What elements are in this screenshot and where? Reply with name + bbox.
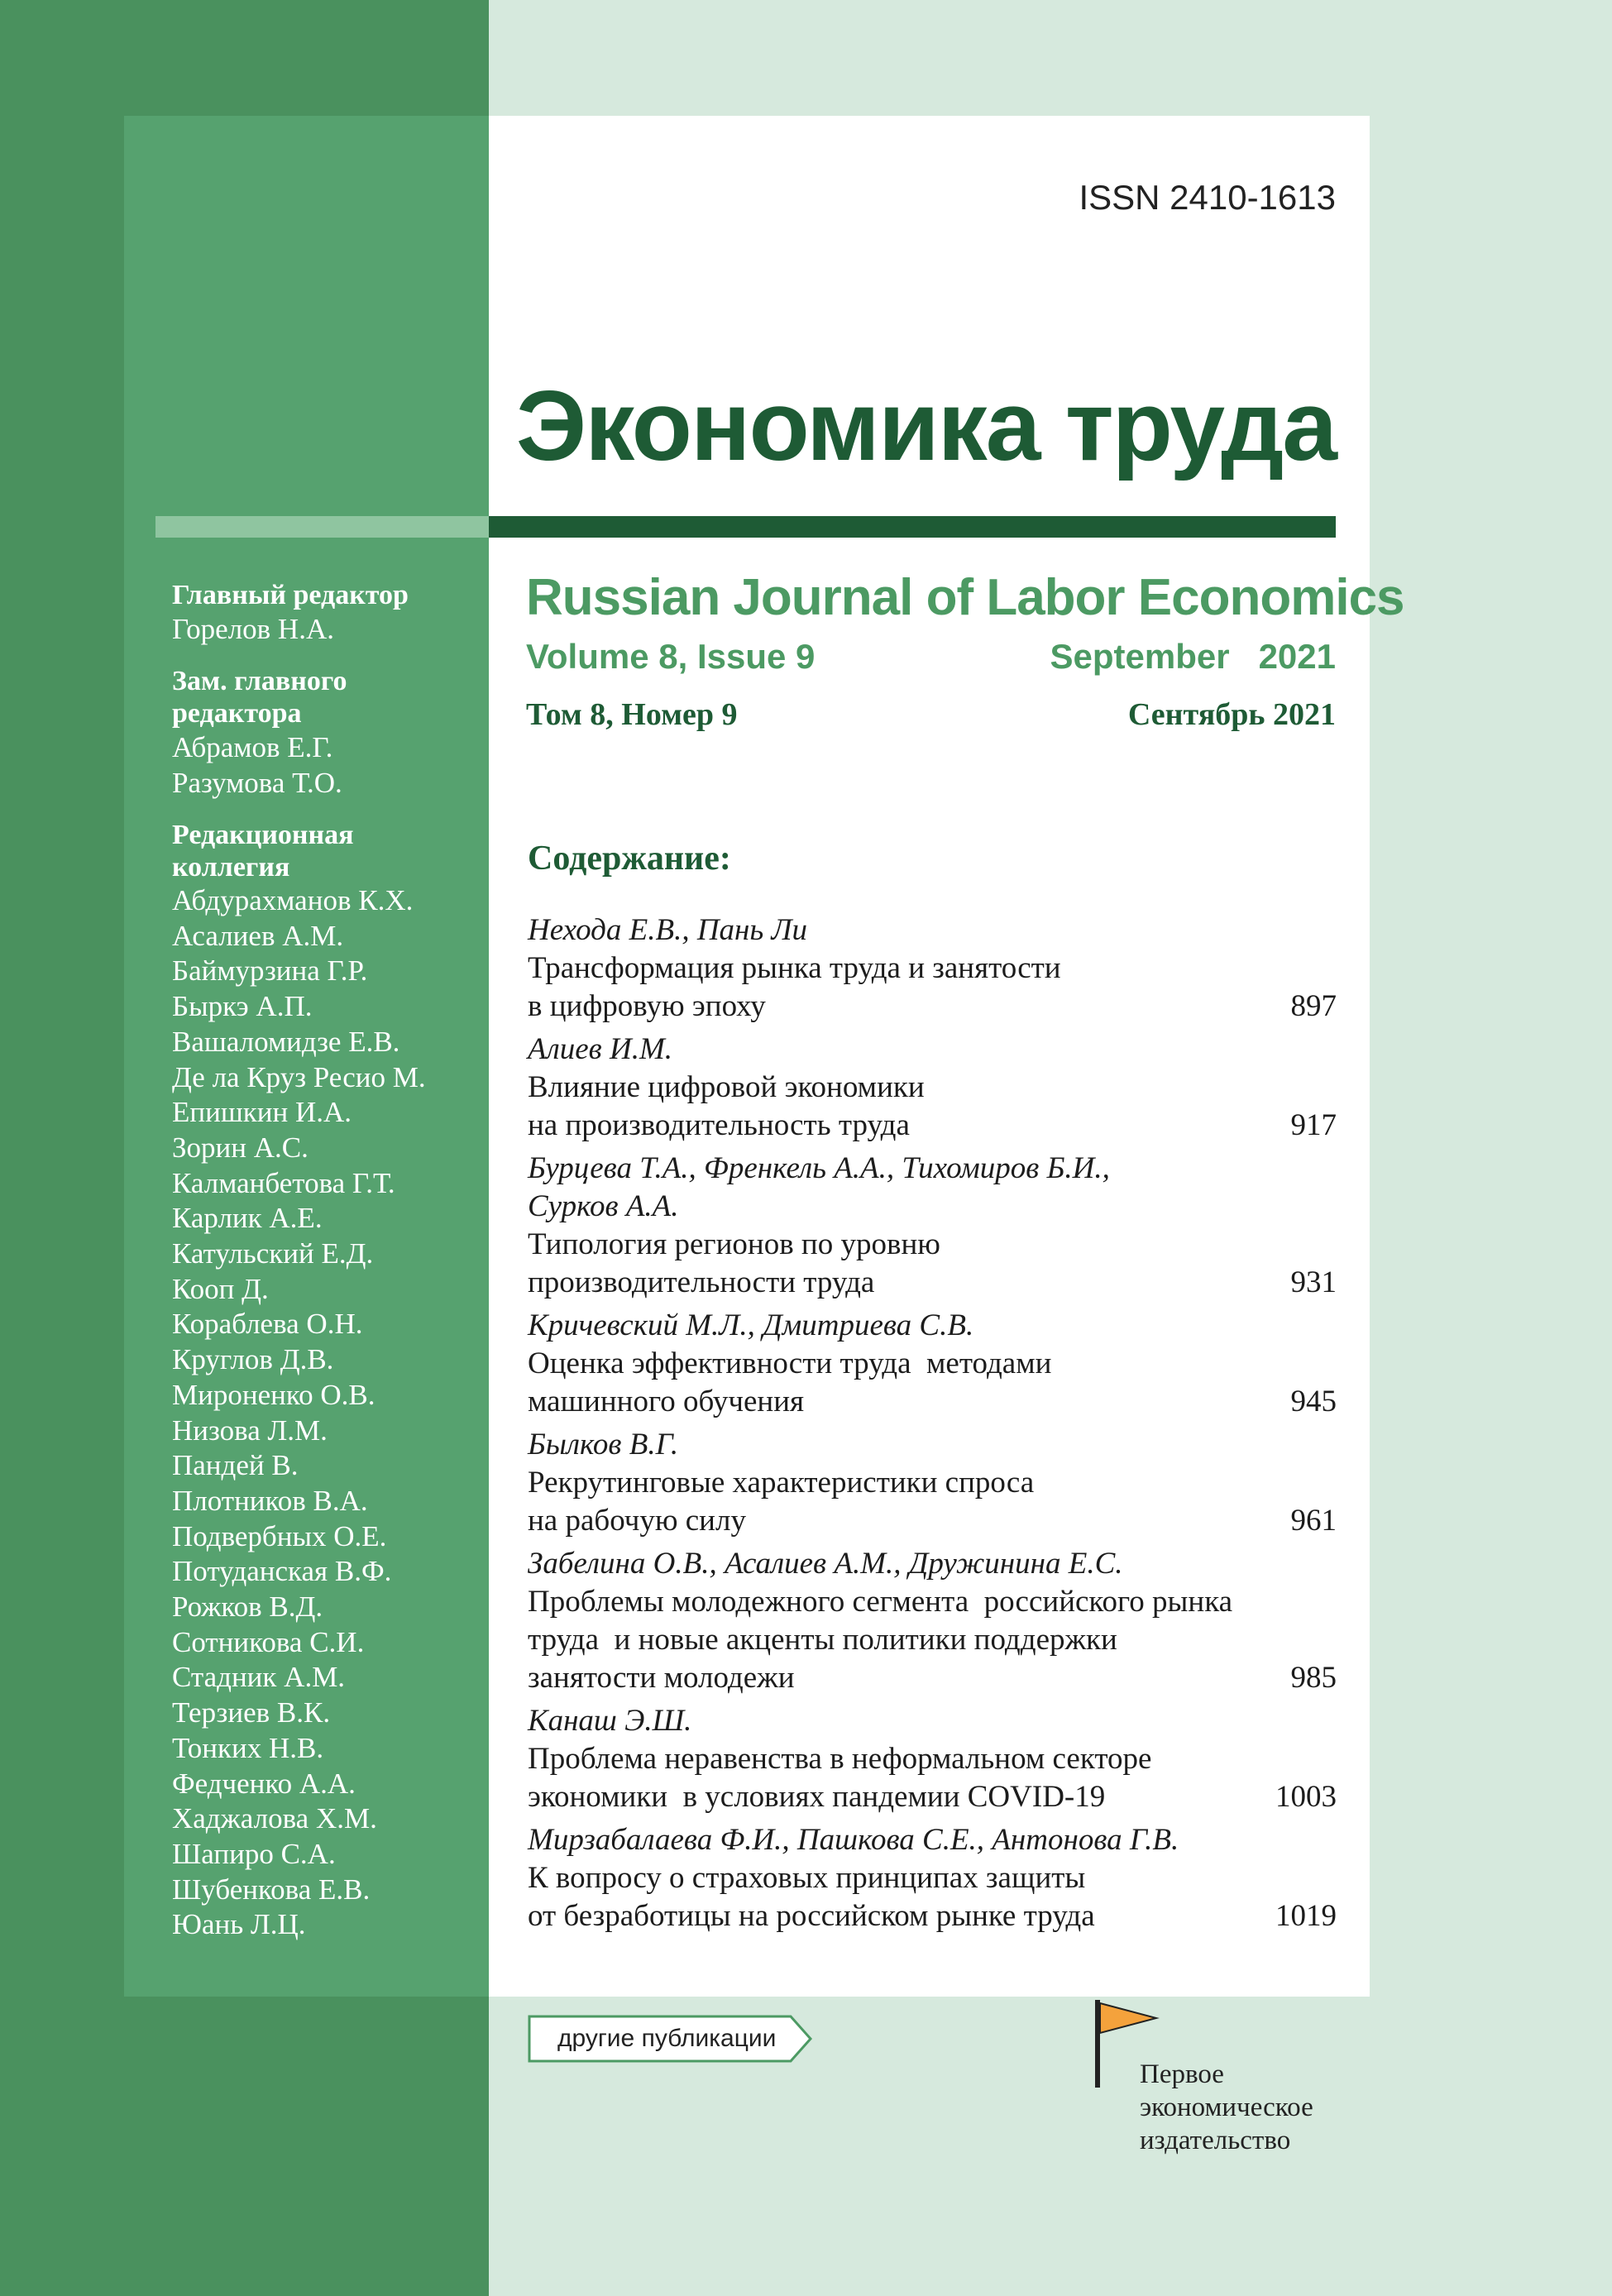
board-member-name: Плотников В.А. <box>172 1484 368 1517</box>
toc-entry <box>528 1426 1337 1540</box>
toc-title-text: Проблемы молодежного сегмента российского рынка <box>528 1585 1233 1619</box>
board-member-name: Асалиев А.М. <box>172 919 344 952</box>
toc-page-number: 931 <box>1290 1265 1337 1299</box>
deputy-editor-label: редактора <box>172 698 302 729</box>
toc-title-line <box>528 1659 1337 1697</box>
toc-title-line <box>528 1226 1337 1264</box>
toc-title-text: К вопросу о страховых принципах защиты <box>528 1861 1086 1895</box>
toc-authors: Мирзабалаева Ф.И., Пашкова С.Е., Антонова Г.В. <box>528 1823 1179 1857</box>
board-member-name: Подвербных О.Е. <box>172 1519 387 1552</box>
toc-page-number: 1019 <box>1275 1899 1337 1933</box>
toc-page-number: 945 <box>1290 1385 1337 1418</box>
toc-authors: Бурцева Т.А., Френкель А.А., Тихомиров Б.И., <box>528 1151 1110 1185</box>
deputy-editor-label: Зам. главного <box>172 666 347 696</box>
toc-title-line <box>528 1383 1337 1421</box>
toc-title-text: Оценка эффективности труда методами <box>528 1347 1052 1380</box>
toc-title-line <box>528 1464 1337 1502</box>
toc-title-text: от безработицы на российском рынке труда <box>528 1899 1095 1933</box>
toc-title-line <box>528 1621 1337 1659</box>
divider-light <box>155 516 489 538</box>
toc-authors: Былков В.Г. <box>528 1428 679 1461</box>
other-publications-button[interactable] <box>528 2015 813 2063</box>
board-member-name: Сотникова С.И. <box>172 1625 365 1658</box>
toc-entry <box>528 1031 1337 1145</box>
toc-entry <box>528 1150 1337 1302</box>
chief-editor-label: Главный редактор <box>172 580 409 610</box>
toc-title-line <box>528 1859 1337 1897</box>
toc-title-line <box>528 949 1337 988</box>
toc-entry <box>528 1821 1337 1935</box>
board-member-name: Терзиев В.К. <box>172 1696 331 1729</box>
board-member-name: Шубенкова Е.В. <box>172 1873 371 1906</box>
toc-title-line <box>528 1897 1337 1935</box>
board-member-name: Рожков В.Д. <box>172 1590 323 1624</box>
board-member-name: Епишкин И.А. <box>172 1096 352 1129</box>
board-member-name: Абдурахманов К.Х. <box>172 884 414 916</box>
toc-title-text: экономики в условиях пандемии COVID-19 <box>528 1780 1106 1814</box>
toc-title-line <box>528 1345 1337 1383</box>
toc-entry <box>528 1307 1337 1421</box>
journal-title-ru: Экономика труда <box>515 371 1336 481</box>
board-member-name: Шапиро С.А. <box>172 1837 336 1870</box>
editorial-board <box>172 579 486 1961</box>
deputy-editor-name: Абрамов Е.Г. <box>172 731 333 763</box>
issue-date-en: September 2021 <box>1050 637 1336 676</box>
toc-authors: Алиев И.М. <box>528 1032 673 1066</box>
board-label: коллегия <box>172 852 290 883</box>
toc-title-line <box>528 1583 1337 1621</box>
toc-title-line <box>528 1502 1337 1540</box>
toc-page-number: 1003 <box>1275 1780 1337 1814</box>
toc-page-number: 985 <box>1290 1661 1337 1695</box>
toc-page-number: 917 <box>1290 1108 1337 1142</box>
board-member-name: Низова Л.М. <box>172 1413 328 1447</box>
toc-authors: Сурков А.А. <box>528 1189 679 1223</box>
board-member-name: Карлик А.Е. <box>172 1202 323 1235</box>
board-member-name: Стадник А.М. <box>172 1661 346 1694</box>
toc-entry <box>528 1545 1337 1697</box>
board-member-name: Федченко А.А. <box>172 1767 356 1800</box>
board-member-name: Хаджалова Х.М. <box>172 1802 377 1835</box>
board-member-name: Катульский Е.Д. <box>172 1237 374 1270</box>
toc-title-line <box>528 988 1337 1026</box>
volume-issue-en: Volume 8, Issue 9 <box>526 637 816 676</box>
toc-title-text: на рабочую силу <box>528 1504 746 1538</box>
deputy-editor-section <box>172 665 486 801</box>
board-member-name: Круглов Д.В. <box>172 1343 334 1376</box>
publisher-line: Первое <box>1140 2059 1224 2089</box>
chief-editor-section <box>172 579 486 647</box>
board-member-name: Кооп Д. <box>172 1272 269 1305</box>
board-member-name: Тонких Н.В. <box>172 1731 324 1764</box>
toc-page-number: 897 <box>1290 989 1337 1023</box>
toc-title-text: Трансформация рынка труда и занятости <box>528 951 1061 985</box>
board-member-name: Пандей В. <box>172 1449 299 1482</box>
publisher-line: издательство <box>1140 2126 1291 2155</box>
board-section <box>172 819 486 1943</box>
other-publications-label: другие публикации <box>557 2025 777 2052</box>
issn: ISSN 2410-1613 <box>1079 178 1336 217</box>
toc-authors: Нехода Е.В., Пань Ли <box>528 913 808 947</box>
toc-title-text: занятости молодежи <box>528 1661 795 1695</box>
toc-title-text: Влияние цифровой экономики <box>528 1070 925 1104</box>
toc-authors: Канаш Э.Ш. <box>528 1704 692 1738</box>
board-member-name: Юань Л.Ц. <box>172 1908 306 1941</box>
toc-title-line <box>528 1778 1337 1816</box>
board-member-name: Быркэ А.П. <box>172 990 313 1023</box>
toc-title-text: Проблема неравенства в неформальном секторе <box>528 1742 1152 1776</box>
toc-title-text: в цифровую эпоху <box>528 989 766 1023</box>
toc-title-text: машинного обучения <box>528 1385 805 1418</box>
board-member-name: Баймурзина Г.Р. <box>172 954 368 988</box>
journal-title-en: Russian Journal of Labor Economics <box>526 569 1404 626</box>
board-label: Редакционная <box>172 820 354 850</box>
divider-dark <box>489 516 1336 538</box>
issue-date-ru: Сентябрь 2021 <box>1127 697 1336 732</box>
board-member-name: Потуданская В.Ф. <box>172 1555 392 1588</box>
toc-authors: Забелина О.В., Асалиев А.М., Дружинина Е.С. <box>528 1547 1123 1581</box>
board-member-name: Вашаломидзе Е.В. <box>172 1025 400 1058</box>
toc-title-text: труда и новые акценты политики поддержки <box>528 1623 1117 1657</box>
volume-issue-ru: Том 8, Номер 9 <box>526 697 738 732</box>
publisher-name <box>1140 2058 1313 2157</box>
toc-title-line <box>528 1740 1337 1778</box>
toc-title-text: Рекрутинговые характеристики спроса <box>528 1466 1035 1500</box>
contents-heading: Содержание: <box>528 839 731 878</box>
toc-title-text: на производительность труда <box>528 1108 910 1142</box>
toc-page-number: 961 <box>1290 1504 1337 1538</box>
board-member-name: Мироненко О.В. <box>172 1378 375 1411</box>
board-member-name: Калманбетова Г.Т. <box>172 1166 395 1199</box>
board-member-name: Де ла Круз Ресио М. <box>172 1060 426 1093</box>
board-member-name: Зорин А.С. <box>172 1131 309 1164</box>
toc-title-text: производительности труда <box>528 1265 875 1299</box>
publisher-line: экономическое <box>1140 2093 1313 2122</box>
toc-authors: Кричевский М.Л., Дмитриева С.В. <box>528 1308 974 1342</box>
deputy-editor-name: Разумова Т.О. <box>172 767 342 799</box>
toc-entry <box>528 1702 1337 1816</box>
table-of-contents <box>528 911 1337 1940</box>
toc-entry <box>528 911 1337 1026</box>
toc-title-text: Типология регионов по уровню <box>528 1227 940 1261</box>
toc-title-line <box>528 1264 1337 1302</box>
toc-title-line <box>528 1069 1337 1107</box>
chief-editor-name: Горелов Н.А. <box>172 613 334 645</box>
toc-title-line <box>528 1107 1337 1145</box>
board-member-name: Кораблева О.Н. <box>172 1308 363 1341</box>
